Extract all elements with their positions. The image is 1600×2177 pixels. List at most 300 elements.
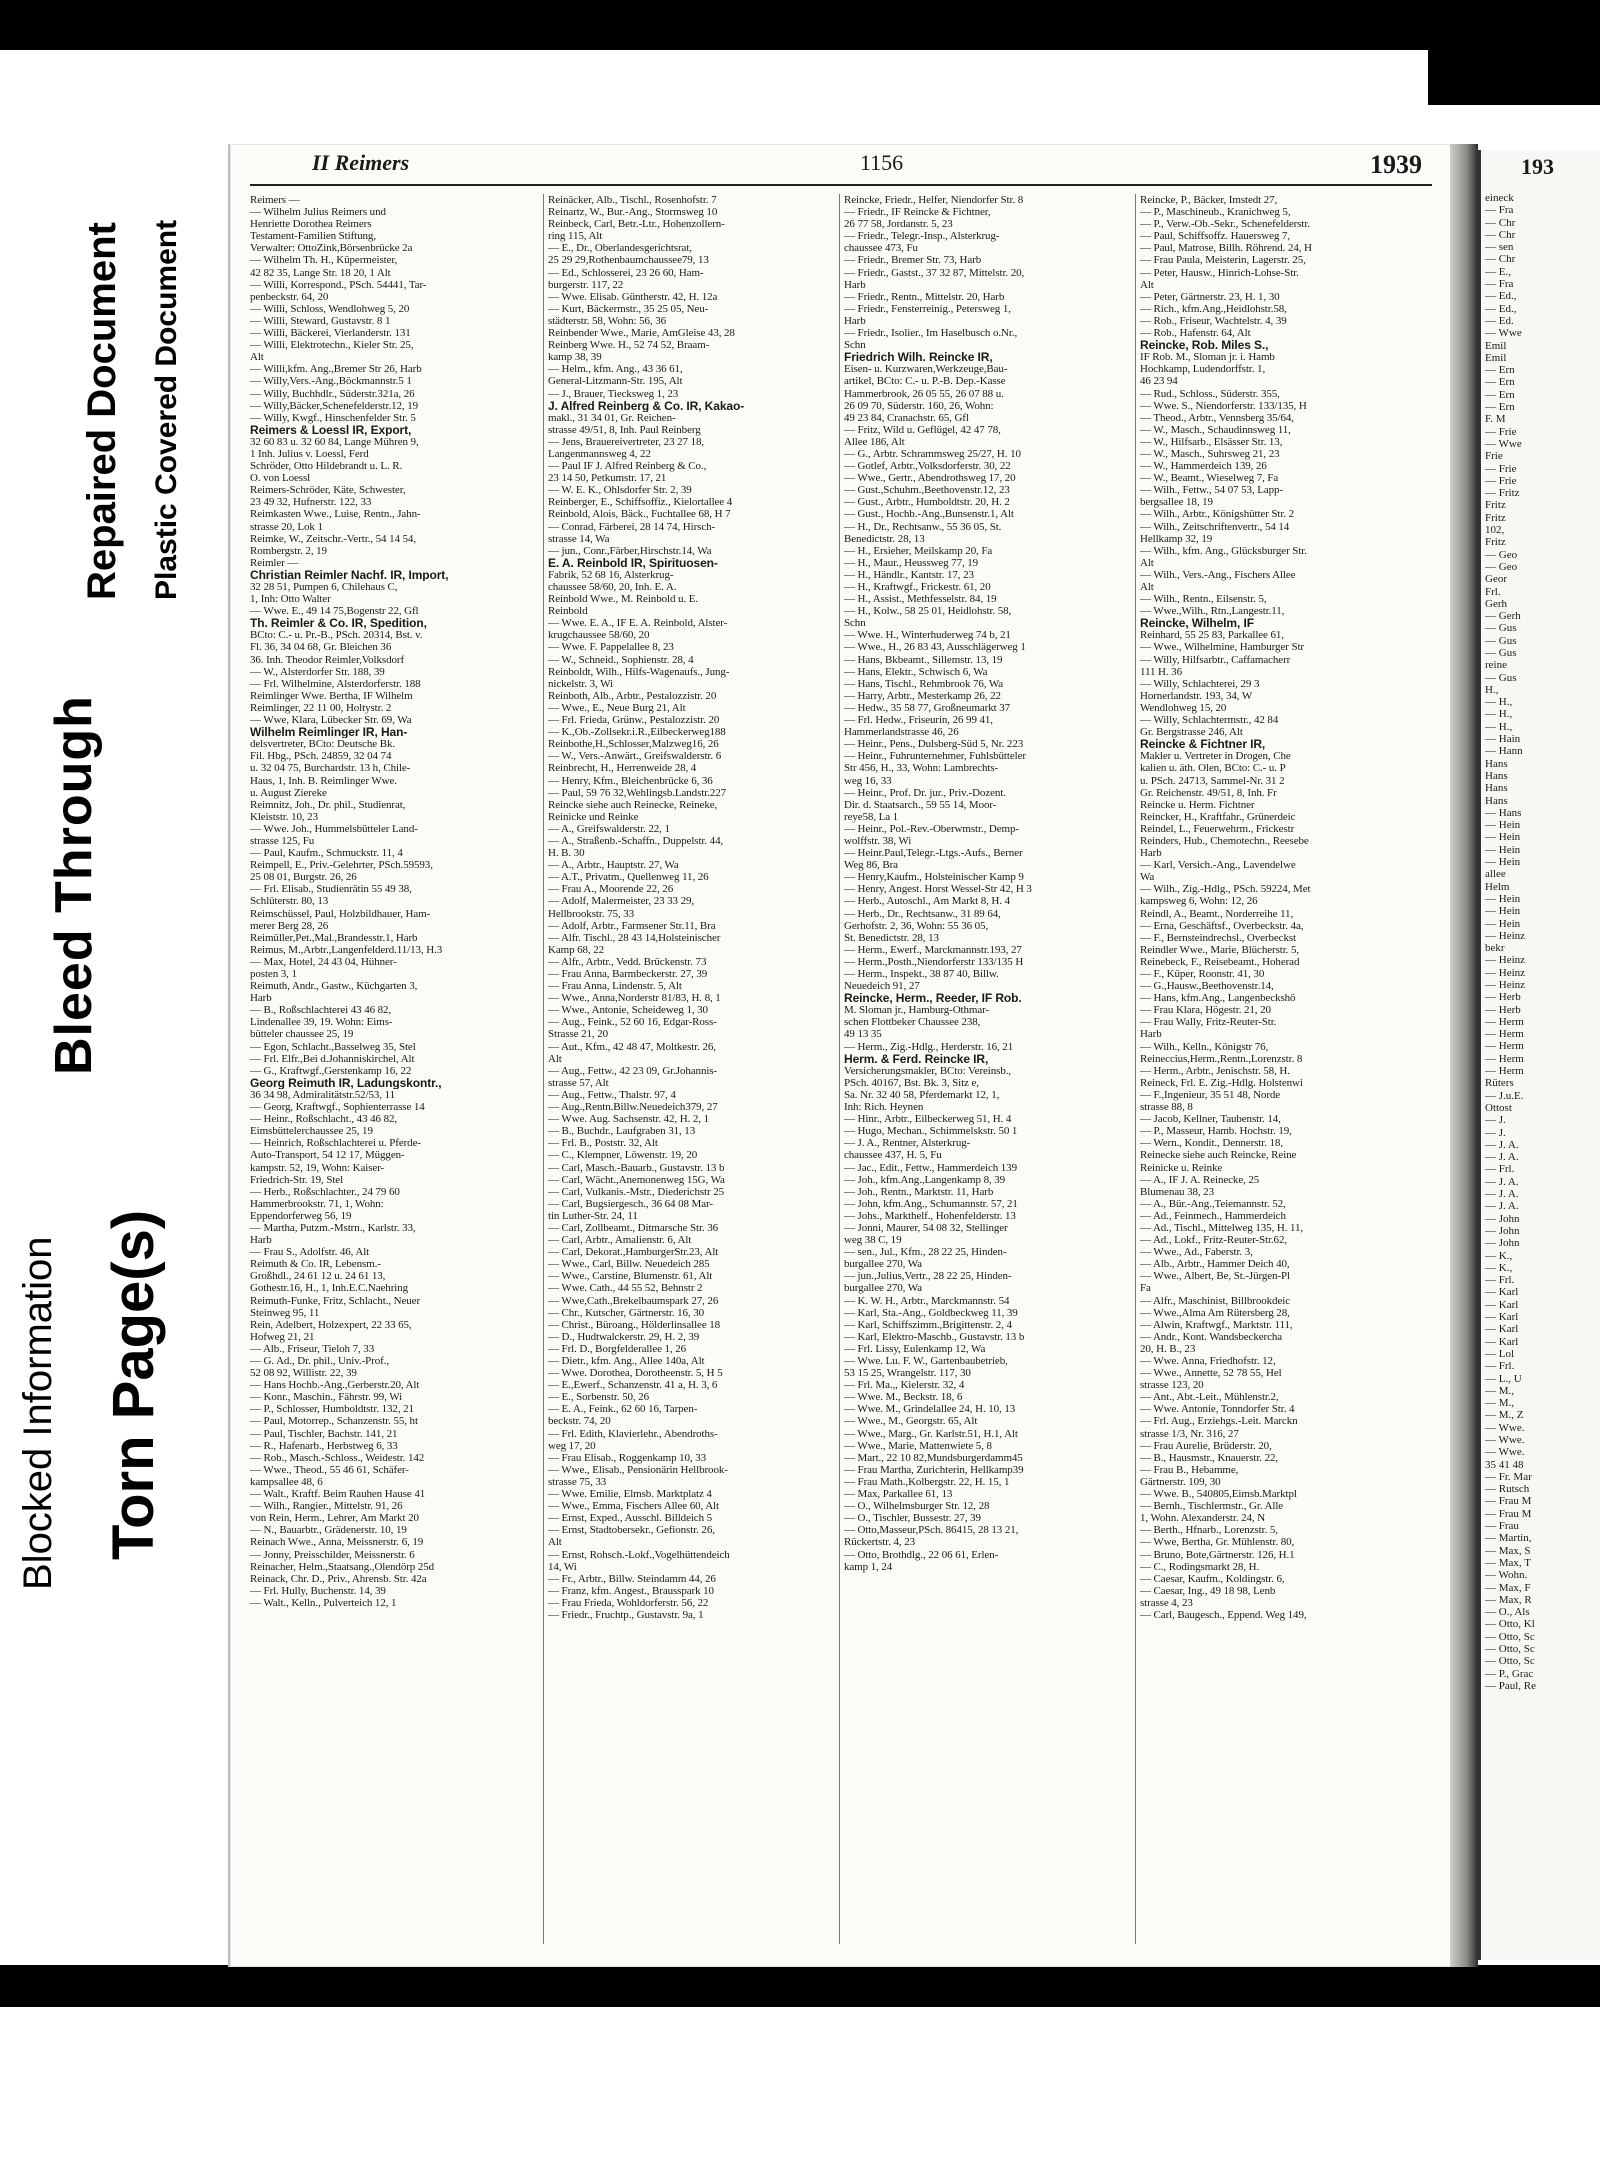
directory-entry: — Paul, Kaufm., Schmuckstr. 11, 4 bbox=[250, 847, 403, 860]
directory-entry: — Wilh., Zig.-Hdlg., PSch. 59224, Met bbox=[1140, 883, 1311, 896]
directory-entry: Reimke, W., Zeitschr.-Vertr., 54 14 54, bbox=[250, 532, 416, 545]
adjacent-page-line: — Heinz bbox=[1485, 979, 1526, 991]
adjacent-page-line: Helm bbox=[1485, 880, 1510, 893]
directory-entry: Eisen- u. Kurzwaren,Werkzeuge,Bau- bbox=[844, 363, 1008, 376]
directory-entry: — Mart., 22 10 82,Mundsburgerdamm45 bbox=[844, 1451, 1023, 1464]
directory-entry: Str 456, H., 33, Wohn: Lambrechts- bbox=[844, 762, 999, 775]
directory-entry: Langenmannsweg 4, 22 bbox=[548, 447, 651, 460]
directory-entry: — Wwe., Emma, Fischers Allee 60, Alt bbox=[548, 1500, 719, 1513]
directory-entry: — Fritz, Wild u. Geflügel, 42 47 78, bbox=[844, 423, 1001, 436]
directory-entry: Friedrich Wilh. Reincke IR, bbox=[844, 351, 993, 364]
directory-entry: 36 34 98, Admiralitätstr.52/53, 11 bbox=[250, 1088, 395, 1101]
directory-entry: — Willy,Vers.-Ang.,Böckmannstr.5 1 bbox=[250, 375, 412, 388]
adjacent-page-line: — Heinz bbox=[1485, 929, 1526, 942]
header-rule bbox=[250, 184, 1432, 186]
directory-entry: — G.,Hausw.,Beethovenstr.14, bbox=[1140, 980, 1274, 993]
directory-entry: Reindel, L., Feuerwehrm., Frickestr bbox=[1140, 822, 1295, 835]
adjacent-page-line: — Chr bbox=[1485, 228, 1516, 241]
adjacent-page-line: — Chr bbox=[1485, 216, 1516, 229]
directory-entry: Fl. 36, 34 04 68, Gr. Bleichen 36 bbox=[250, 641, 392, 654]
directory-entry: — Wwe. F. Pappelallee 8, 23 bbox=[548, 641, 674, 654]
adjacent-page-line: — Ern bbox=[1485, 364, 1515, 377]
directory-entry: — Adolf, Arbtr., Farmsener Str.11, Bra bbox=[548, 919, 716, 932]
directory-entry: u. 32 04 75, Burchardstr. 13 h, Chile- bbox=[250, 762, 411, 775]
directory-entry: 111 H. 36 bbox=[1140, 665, 1182, 678]
directory-entry: — Georg, Kraftwgf., Sophienterrasse 14 bbox=[250, 1101, 425, 1114]
directory-entry: Dir. d. Staatsarch., 59 55 14, Moor- bbox=[844, 798, 997, 811]
adjacent-page-line: bekr bbox=[1485, 942, 1505, 955]
adjacent-page-line: — Max, S bbox=[1485, 1544, 1531, 1557]
directory-entry: — Willi, Elektrotechn., Kieler Str. 25, bbox=[250, 339, 414, 352]
directory-entry: — Ed., Schlosserei, 23 26 60, Ham- bbox=[548, 266, 704, 279]
directory-entry: — Carl, Wächt.,Anemonenweg 15G, Wa bbox=[548, 1173, 725, 1186]
directory-entry: Reineccius,Herm.,Rentn.,Lorenzstr. 8 bbox=[1140, 1052, 1303, 1065]
directory-entry: Eimsbüttelerchaussee 25, 19 bbox=[250, 1125, 373, 1138]
directory-entry: BCto: C.- u. Pr.-B., PSch. 20314, Bst. v. bbox=[250, 629, 423, 642]
directory-entry: kamp 1, 24 bbox=[844, 1560, 893, 1573]
directory-entry: — Friedr., Rentn., Mittelstr. 20, Harb bbox=[844, 290, 1005, 303]
directory-entry: Reimpell, E., Priv.-Gelehrter, PSch.59593, bbox=[250, 859, 433, 872]
adjacent-page-line: — Geo bbox=[1485, 560, 1518, 573]
directory-entry: O. von Loessl bbox=[250, 472, 311, 485]
adjacent-page-line: — E., bbox=[1485, 265, 1511, 278]
directory-entry: 20, H. B., 23 bbox=[1140, 1342, 1196, 1355]
directory-entry: — W., Hilfsarb., Elsässer Str. 13, bbox=[1140, 435, 1283, 448]
directory-entry: Reinders, Hub., Chemotechn., Reesebe bbox=[1140, 834, 1309, 847]
directory-entry: — Martha, Putzm.-Mstrn., Karlstr. 33, bbox=[250, 1221, 416, 1234]
directory-entry: — Wwe., Ad., Faberstr. 3, bbox=[1140, 1246, 1253, 1259]
directory-entry: — Wwe. Aug. Sachsenstr. 42, H. 2, 1 bbox=[548, 1113, 709, 1126]
directory-entry: — Willy, Kwgf., Hinschenfelder Str. 5 bbox=[250, 411, 416, 424]
directory-entry: — Frl. Elfr.,Bei d.Johanniskirchel, Alt bbox=[250, 1052, 415, 1065]
directory-entry: Reimnitz, Joh., Dr. phil., Studienrat, bbox=[250, 798, 406, 811]
directory-entry: — Wilhelm Julius Reimers und bbox=[250, 206, 386, 219]
directory-entry: — Max, Parkallee 61, 13 bbox=[844, 1488, 953, 1501]
directory-entry: — Henry, Kfm., Bleichenbrücke 6, 36 bbox=[548, 774, 713, 787]
directory-entry: — Frl. Hully, Buchenstr. 14, 39 bbox=[250, 1584, 386, 1597]
directory-entry: — C., Klempner, Löwenstr. 19, 20 bbox=[548, 1149, 698, 1162]
directory-entry: — Gotlef, Arbtr.,Volksdorferstr. 30, 22 bbox=[844, 460, 1011, 473]
adjacent-page-line: — Hein bbox=[1485, 843, 1521, 856]
adjacent-page-line: — John bbox=[1485, 1212, 1520, 1225]
directory-entry: Reinhard, 55 25 83, Parkallee 61, bbox=[1140, 629, 1284, 642]
directory-entry: Reinbrecht, H., Herrenweide 28, 4 bbox=[548, 762, 697, 775]
directory-entry: 23 14 50, Petkumstr. 17, 21 bbox=[548, 472, 667, 485]
directory-entry: Harb bbox=[250, 992, 272, 1005]
directory-entry: 42 82 35, Lange Str. 18 20, 1 Alt bbox=[250, 266, 391, 279]
directory-entry: strasse 125, Fu bbox=[250, 834, 315, 847]
page-number: 1156 bbox=[860, 150, 904, 175]
directory-entry: Reinbothe,H.,Schlosser,Malzweg16, 26 bbox=[548, 738, 719, 751]
directory-entry: — G. Ad., Dr. phil., Univ.-Prof., bbox=[250, 1355, 389, 1367]
directory-entry: Reimuth-Funke, Fritz, Schlacht., Neuer bbox=[250, 1294, 421, 1307]
directory-entry: Th. Reimler & Co. IR, Spedition, bbox=[250, 617, 427, 630]
directory-entry: — Heinr., Pol.-Rev.-Oberwmstr., Demp- bbox=[844, 822, 1019, 835]
directory-entry: — A., Greifswalderstr. 22, 1 bbox=[548, 822, 670, 835]
directory-entry: — Jac., Edit., Fettw., Hammerdeich 139 bbox=[844, 1161, 1017, 1174]
directory-entry: — Bruno, Bote,Gärtnerstr. 126, H.1 bbox=[1140, 1548, 1295, 1561]
directory-entry: — Chr., Kutscher, Gärtnerstr. 16, 30 bbox=[548, 1306, 705, 1319]
directory-entry: — Carl, Masch.-Bauarb., Gustavstr. 13 b bbox=[548, 1161, 725, 1174]
adjacent-page-line: — Hein bbox=[1485, 892, 1521, 905]
page-running-head: II Reimers bbox=[312, 150, 410, 175]
adjacent-page-line: — Karl bbox=[1485, 1311, 1519, 1324]
adjacent-page-line: — Frau bbox=[1485, 1520, 1519, 1533]
adjacent-page-line: — Hein bbox=[1485, 831, 1521, 844]
column-divider bbox=[1135, 194, 1136, 1944]
directory-entry: — W., Schneid., Sophienstr. 28, 4 bbox=[548, 653, 694, 666]
adjacent-page-line: Frie bbox=[1485, 450, 1503, 463]
directory-entry: — Ad., Lokf., Fritz-Reuter-Str.62, bbox=[1140, 1234, 1288, 1247]
adjacent-page-line: Hans bbox=[1485, 794, 1508, 807]
directory-entry: u. PSch. 24713, Sammel-Nr. 31 2 bbox=[1140, 774, 1285, 787]
directory-entry: — Joh., Rentn., Marktstr. 11, Harb bbox=[844, 1185, 994, 1198]
adjacent-page-line: — Heinz bbox=[1485, 954, 1526, 967]
directory-entry: — Wwe. S., Niendorferstr. 133/135, H bbox=[1140, 399, 1307, 412]
directory-entry: — Jonny, Preisschilder, Meissnerstr. 6 bbox=[250, 1548, 415, 1561]
directory-entry: — Frl. Frieda, Grünw., Pestalozzistr. 20 bbox=[548, 714, 720, 727]
directory-entry: 25 08 01, Burgstr. 26, 26 bbox=[250, 871, 357, 884]
directory-entry: reye58, La 1 bbox=[844, 810, 899, 823]
directory-entry: Versicherungsmakler, BCto: Vereinsb., bbox=[844, 1064, 1012, 1077]
plastic-covered-label: Plastic Covered Document bbox=[150, 219, 183, 600]
adjacent-page-line: Gerh bbox=[1485, 597, 1507, 610]
adjacent-page-line: — Ed. bbox=[1485, 314, 1514, 327]
directory-entry: — Herb., Roßschlachter., 24 79 60 bbox=[250, 1185, 400, 1198]
directory-entry: Hellkamp 32, 19 bbox=[1140, 532, 1213, 545]
directory-entry: — Wwe., Carstine, Blumenstr. 61, Alt bbox=[548, 1270, 713, 1283]
directory-entry: — Wilh., Rangier., Mittelstr. 91, 26 bbox=[250, 1500, 403, 1513]
directory-entry: von Rein, Herm., Lehrer, Am Markt 20 bbox=[250, 1512, 419, 1525]
adjacent-page-line: — Karl bbox=[1485, 1335, 1519, 1348]
adjacent-page-line: — P., Grac bbox=[1485, 1667, 1534, 1680]
directory-entry: artikel, BCto: C.- u. P.-B. Dep.-Kasse bbox=[844, 375, 1006, 388]
directory-entry: Alt bbox=[1140, 278, 1154, 291]
directory-entry: — Berth., Hfnarb., Lorenzstr. 5, bbox=[1140, 1524, 1278, 1537]
directory-entry: — Paul, 59 76 32,Wehlingsb.Landstr.227 bbox=[548, 786, 727, 799]
directory-entry: — Willy, Buchhdlr., Süderstr.321a, 26 bbox=[250, 387, 415, 400]
directory-entry: weg 17, 20 bbox=[548, 1439, 596, 1452]
directory-entry: — Wilh., Arbtr., Königshütter Str. 2 bbox=[1140, 508, 1295, 521]
directory-entry: 49 13 35 bbox=[844, 1028, 882, 1041]
directory-entry: — P., Schlosser, Humboldtstr. 132, 21 bbox=[250, 1403, 414, 1416]
directory-entry: — W. E. K., Ohlsdorfer Str. 2, 39 bbox=[548, 484, 692, 497]
directory-entry: Harb bbox=[844, 278, 866, 291]
adjacent-page-line: — J. A. bbox=[1485, 1175, 1519, 1188]
directory-entry: Gothestr.16, H., 1, Inh.E.C.Naehring bbox=[250, 1282, 409, 1295]
directory-entry: Blumenau 38, 23 bbox=[1140, 1185, 1214, 1198]
directory-entry: Weg 86, Bra bbox=[844, 859, 898, 872]
directory-entry: — Caesar, Kaufm., Koldingstr. 6, bbox=[1140, 1572, 1285, 1585]
adjacent-page-line: — Gus bbox=[1485, 634, 1517, 647]
adjacent-page-line: — Max, F bbox=[1485, 1581, 1531, 1594]
directory-entry: — Gust.,Schuhm.,Beethovenstr.12, 23 bbox=[844, 484, 1010, 497]
directory-entry: ring 115, Alt bbox=[548, 230, 603, 243]
directory-entry: — Dietr., kfm. Ang., Allee 140a, Alt bbox=[548, 1355, 705, 1367]
adjacent-page-line: — J. A. bbox=[1485, 1138, 1519, 1151]
directory-entry: Hellbrookstr. 75, 33 bbox=[548, 907, 634, 920]
adjacent-page-line: — Max, T bbox=[1485, 1556, 1531, 1569]
directory-entry: — Kurt, Bäckermstr., 35 25 05, Neu- bbox=[548, 302, 709, 315]
directory-entry: Gr. Reichenstr. 49/51, 8, Inh. Fr bbox=[1140, 786, 1277, 799]
directory-entry: — Aug., Fettw., 42 23 09, Gr.Johannis- bbox=[548, 1064, 718, 1077]
adjacent-page-line: eineck bbox=[1485, 192, 1514, 204]
directory-entry: Reinbold Wwe., M. Reinbold u. E. bbox=[548, 593, 698, 606]
directory-entry: Reinboth, Alb., Arbtr., Pestalozzistr. 20 bbox=[548, 689, 717, 702]
directory-entry: — Frau A., Moorende 22, 26 bbox=[548, 883, 674, 896]
directory-entry: Reincke, Rob. Miles S., bbox=[1140, 339, 1269, 352]
directory-entry: Reincke siehe auch Reinecke, Reineke, bbox=[548, 798, 718, 811]
directory-entry: — Frl. B., Poststr. 32, Alt bbox=[548, 1137, 658, 1150]
directory-entry: — Wwe. Anna, Friedhofstr. 12, bbox=[1140, 1355, 1276, 1367]
adjacent-page-line: — Hein bbox=[1485, 819, 1521, 832]
directory-entry: Reinicke u. Reinke bbox=[1140, 1161, 1223, 1174]
directory-entry: — Erna, Geschäftsf., Overbeckstr. 4a, bbox=[1140, 919, 1304, 932]
directory-entry: — Egon, Schlacht.,Basselweg 35, Stel bbox=[250, 1040, 416, 1053]
directory-entry: 14, Wi bbox=[548, 1560, 577, 1573]
directory-entry: Reincke u. Herm. Fichtner bbox=[1140, 798, 1255, 811]
directory-entry: — G., Kraftwgf.,Gerstenkamp 16, 22 bbox=[250, 1064, 412, 1077]
directory-entry: städterstr. 58, Wohn: 56, 36 bbox=[548, 314, 667, 327]
directory-entry: — Wilh., Vers.-Ang., Fischers Allee bbox=[1140, 568, 1296, 581]
adjacent-page-line: — M., bbox=[1485, 1384, 1515, 1397]
directory-entry: strasse 49/51, 8, Inh. Paul Reinberg bbox=[548, 423, 701, 436]
adjacent-page-line: — Gus bbox=[1485, 622, 1517, 635]
directory-column-3 bbox=[844, 194, 1134, 1954]
directory-entry: — Carl, Arbtr., Amalienstr. 6, Alt bbox=[548, 1234, 692, 1247]
adjacent-page-line: — Hann bbox=[1485, 745, 1523, 758]
adjacent-page-line: — Otto, Sc bbox=[1485, 1630, 1535, 1643]
directory-entry: Reinack, Chr. D., Priv., Ahrensb. Str. 42a bbox=[250, 1572, 427, 1585]
torn-pages-label: Torn Page(s) bbox=[101, 1209, 166, 1560]
directory-entry: — W., Beamt., Wieselweg 7, Fa bbox=[1140, 472, 1279, 485]
adjacent-page-line: H., bbox=[1485, 683, 1499, 696]
directory-entry: — Willi, Steward, Gustavstr. 8 1 bbox=[250, 314, 391, 327]
directory-entry: weg 38 C, 19 bbox=[844, 1234, 902, 1247]
directory-entry: Reineck, Frl. E. Zig.-Hdlg. Holstenwi bbox=[1140, 1076, 1303, 1089]
directory-entry: — Wwe., Marie, Mattenwiete 5, 8 bbox=[844, 1439, 992, 1452]
directory-entry: — E.,Ewerf., Schanzenstr. 41 a, H. 3, 6 bbox=[548, 1379, 718, 1392]
directory-entry: strasse 20, Lok 1 bbox=[250, 520, 323, 533]
adjacent-page-line: — Karl bbox=[1485, 1286, 1519, 1299]
directory-entry: — A., Straßenb.-Schaffn., Duppelstr. 44, bbox=[548, 834, 724, 847]
directory-entry: — Wwe.,Wilh., Rtn.,Langestr.11, bbox=[1140, 605, 1285, 618]
directory-entry: 46 23 94 bbox=[1140, 375, 1178, 388]
directory-entry: schen Flottbeker Chaussee 238, bbox=[844, 1016, 981, 1029]
directory-entry: — Wwe. H., Winterhuderweg 74 b, 21 bbox=[844, 629, 1011, 642]
directory-entry: — P., Masseur, Hamb. Hochstr. 19, bbox=[1140, 1125, 1292, 1138]
directory-entry: 32 60 83 u. 32 60 84, Lange Mühren 9, bbox=[250, 435, 419, 448]
directory-entry: kamp 38, 39 bbox=[548, 351, 602, 364]
adjacent-page-line: — Frau M bbox=[1485, 1495, 1532, 1508]
directory-entry: Friedrich-Str. 19, Stel bbox=[250, 1173, 344, 1186]
directory-entry: — Frau Aurelie, Brüderstr. 20, bbox=[1140, 1439, 1272, 1452]
directory-entry: Schn bbox=[844, 617, 866, 630]
directory-entry: — Paul IF J. Alfred Reinberg & Co., bbox=[548, 460, 707, 473]
directory-entry: — W., Vers.-Anwärt., Greifswalderstr. 6 bbox=[548, 750, 722, 763]
directory-entry: — Frl. Ma.,, Kielerstr. 32, 4 bbox=[844, 1379, 965, 1392]
directory-entry: — Hans, kfm.Ang., Langenbeckshö bbox=[1140, 992, 1296, 1005]
directory-entry: — Frl. Aug., Erziehgs.-Leit. Marckn bbox=[1140, 1415, 1298, 1428]
directory-entry: Reinicke und Reinke bbox=[548, 810, 639, 823]
adjacent-page-line: Ottost bbox=[1485, 1101, 1512, 1114]
directory-entry: — Carl, Bugsiergesch., 36 64 08 Mar- bbox=[548, 1197, 713, 1210]
directory-entry: 1 Inh. Julius v. Loessl, Ferd bbox=[250, 447, 369, 460]
directory-entry: PSch. 40167, Bst. Bk. 3, Sitz e, bbox=[844, 1076, 979, 1089]
adjacent-page-line: — Otto, Kl bbox=[1485, 1618, 1535, 1631]
directory-entry: — Wwe. Emilie, Elmsb. Marktplatz 4 bbox=[548, 1488, 712, 1501]
column-divider bbox=[543, 194, 544, 1944]
directory-entry: — Wwe., Annette, 52 78 55, Hel bbox=[1140, 1367, 1282, 1380]
adjacent-page-line: — Geo bbox=[1485, 548, 1518, 561]
directory-entry: Fa bbox=[1140, 1282, 1151, 1295]
directory-entry: — Wwe., Theod., 55 46 61, Schäfer- bbox=[250, 1463, 409, 1476]
directory-entry: — Wilh., Fettw., 54 07 53, Lapp- bbox=[1140, 484, 1284, 497]
directory-entry: — E., Dr., Oberlandesgerichtsrat, bbox=[548, 242, 692, 255]
directory-entry: strasse 75, 33 bbox=[548, 1475, 607, 1488]
directory-entry: — Johs., Markthelf., Hohenfelderstr. 13 bbox=[844, 1209, 1016, 1222]
directory-entry: — Herb., Autoschl., Am Markt 8, H. 4 bbox=[844, 895, 1010, 908]
directory-entry: Gr. Bergstrasse 246, Alt bbox=[1140, 726, 1243, 739]
directory-entry: — Wwe., Gertr., Abendrothsweg 17, 20 bbox=[844, 472, 1016, 485]
directory-entry: — Otto, Brothdlg., 22 06 61, Erlen- bbox=[844, 1548, 999, 1561]
directory-entry: — Herm.,Posth.,Niendorferstr 133/135 H bbox=[844, 955, 1024, 968]
directory-entry: — Willi,kfm. Ang.,Bremer Str 26, Harb bbox=[250, 363, 422, 376]
directory-entry: Georg Reimuth IR, Ladungskontr., bbox=[250, 1076, 442, 1089]
adjacent-page-line: — Herm bbox=[1485, 1052, 1524, 1065]
directory-entry: Wendlohweg 15, 20 bbox=[1140, 701, 1227, 714]
adjacent-page-line: Fritz bbox=[1485, 499, 1506, 512]
adjacent-page-line: — Frau M bbox=[1485, 1507, 1532, 1520]
adjacent-page-line: — Max, R bbox=[1485, 1593, 1532, 1606]
directory-entry: — Rob., Friseur, Wachtelstr. 4, 39 bbox=[1140, 314, 1287, 327]
directory-entry: Steinweg 95, 11 bbox=[250, 1306, 320, 1319]
directory-entry: strasse 1/3, Nr. 316, 27 bbox=[1140, 1427, 1239, 1440]
directory-entry: Schröder, Otto Hildebrandt u. L. R. bbox=[250, 460, 403, 473]
directory-entry: kampstr. 52, 19, Wohn: Kaiser- bbox=[250, 1161, 385, 1174]
directory-entry: — jun., Conr.,Färber,Hirschstr.14, Wa bbox=[548, 544, 712, 557]
directory-entry: Schn bbox=[844, 339, 866, 352]
adjacent-page-line: — H., bbox=[1485, 696, 1513, 709]
directory-entry: tin Luther-Str. 24, 11 bbox=[548, 1209, 638, 1222]
directory-entry: — Wwe. Dorothea, Dorotheenstr. 5, H 5 bbox=[548, 1367, 723, 1380]
directory-entry: Reincke, P., Bäcker, Imstedt 27, bbox=[1140, 194, 1278, 206]
directory-entry: — Alfr. Tischl., 28 43 14,Holsteinischer bbox=[548, 931, 721, 944]
adjacent-page-line: Rüters bbox=[1485, 1077, 1514, 1090]
directory-entry: — Fr., Arbtr., Billw. Steindamm 44, 26 bbox=[548, 1572, 716, 1585]
adjacent-page-line: — John bbox=[1485, 1224, 1520, 1237]
adjacent-page-line: — Fra bbox=[1485, 278, 1514, 291]
adjacent-page-line: — Fra bbox=[1485, 204, 1514, 217]
directory-entry: — Frau S., Adolfstr. 46, Alt bbox=[250, 1246, 370, 1259]
adjacent-page-line: — Wwe bbox=[1485, 327, 1522, 340]
directory-entry: — Hedw., 35 58 77, Großneumarkt 37 bbox=[844, 701, 1011, 714]
directory-entry: M. Sloman jr., Hamburg-Othmar- bbox=[844, 1004, 990, 1017]
directory-entry: — Wwe,Cath.,Brekelbaumspark 27, 26 bbox=[548, 1294, 719, 1307]
directory-entry: — K.,Ob.-Zollsekr.i.R.,Eilbeckerweg188 bbox=[548, 726, 726, 739]
adjacent-page-line: — Wwe. bbox=[1485, 1446, 1525, 1459]
directory-entry: — Ernst, Rohsch.-Lokf.,Vogelhüttendeich bbox=[548, 1548, 730, 1561]
directory-entry: — Joh., kfm.Ang.,Langenkamp 8, 39 bbox=[844, 1173, 1006, 1186]
directory-entry: — H., Kraftwgf., Frickestr. 61, 20 bbox=[844, 581, 991, 593]
directory-entry: chaussee 58/60, 20, Inh. E. A. bbox=[548, 581, 677, 593]
directory-entry: — Wwe. M., Grindelallee 24, H. 10, 13 bbox=[844, 1403, 1016, 1416]
directory-entry: chaussee 437, H. 5, Fu bbox=[844, 1149, 942, 1162]
directory-entry: burgallee 270, Wa bbox=[844, 1258, 922, 1271]
adjacent-page-line: — Lol bbox=[1485, 1347, 1515, 1360]
adjacent-page-line: 35 41 48 bbox=[1485, 1458, 1524, 1471]
directory-entry: makl., 31 34 01, Gr. Reichen- bbox=[548, 411, 676, 424]
directory-entry: — Walt., Kraftf. Beim Rauhen Hause 41 bbox=[250, 1488, 426, 1501]
directory-entry: merer Berg 28, 26 bbox=[250, 919, 329, 932]
directory-entry: — Karl, Sta.-Ang., Goldbeckweg 11, 39 bbox=[844, 1306, 1018, 1319]
directory-entry: — sen., Jul., Kfm., 28 22 25, Hinden- bbox=[844, 1246, 1007, 1259]
directory-entry: — Wwe., Carl, Billw. Neuedeich 285 bbox=[548, 1258, 710, 1271]
directory-entry: — Wilh., Rentn., Eilsenstr. 5, bbox=[1140, 593, 1267, 606]
repaired-document-label: Repaired Document bbox=[80, 222, 124, 600]
directory-entry: — Friedr., Bremer Str. 73, Harb bbox=[844, 254, 982, 267]
directory-entry: Reinach Wwe., Anna, Meissnerstr. 6, 19 bbox=[250, 1536, 424, 1549]
adjacent-page-line: — Wwe. bbox=[1485, 1421, 1525, 1434]
directory-entry: — Wwe., Elisab., Pensionärin Hellbrook- bbox=[548, 1463, 728, 1476]
directory-entry: — Rich., kfm.Ang.,Heidlohstr.58, bbox=[1140, 302, 1287, 315]
directory-entry: — C., Rodingsmarkt 28, H. bbox=[1140, 1560, 1260, 1573]
directory-entry: — Willi, Bäckerei, Vierlanderstr. 131 bbox=[250, 327, 411, 340]
directory-entry: Reincke, Herm., Reeder, IF Rob. bbox=[844, 992, 1022, 1005]
directory-entry: Wa bbox=[1140, 871, 1155, 884]
directory-entry: 25 29 29,Rothenbaumchaussee79, 13 bbox=[548, 254, 709, 267]
adjacent-page-line: — Herm bbox=[1485, 1015, 1524, 1028]
directory-entry: Haus, 1, Inh. B. Reimlinger Wwe. bbox=[250, 774, 397, 787]
directory-entry: — Herm., Arbtr., Jenischstr. 58, H. bbox=[1140, 1064, 1290, 1077]
adjacent-page-line: Hans bbox=[1485, 757, 1508, 770]
directory-entry: Alt bbox=[548, 1052, 562, 1065]
adjacent-page-line: — Hein bbox=[1485, 905, 1521, 918]
directory-entry: Kamp 68, 22 bbox=[548, 943, 605, 956]
directory-entry: — Max, Hotel, 24 43 04, Hühner- bbox=[250, 955, 397, 968]
directory-entry: — H., Dr., Rechtsanw., 55 36 05, St. bbox=[844, 520, 1002, 533]
directory-entry: — Alb., Friseur, Tieloh 7, 33 bbox=[250, 1342, 375, 1355]
adjacent-page-line: — Hein bbox=[1485, 917, 1521, 930]
adjacent-page-line: — Frl. bbox=[1485, 1163, 1515, 1176]
directory-entry: — Friedr., Gastst., 37 32 87, Mittelstr. 20, bbox=[844, 266, 1025, 279]
directory-entry: — Ant., Abt.-Leit., Mühlenstr.2, bbox=[1140, 1391, 1279, 1404]
adjacent-page-line: — Ern bbox=[1485, 388, 1515, 401]
directory-entry: 1, Inh: Otto Walter bbox=[250, 593, 331, 606]
directory-entry: delsvertreter, BCto: Deutsche Bk. bbox=[250, 738, 396, 751]
adjacent-page-line: — Fr. Mar bbox=[1485, 1470, 1532, 1483]
directory-entry: Reinecke siehe auch Reincke, Reine bbox=[1140, 1149, 1297, 1162]
scan-border-bottom bbox=[0, 1965, 1600, 2007]
adjacent-page-line: — Heinz bbox=[1485, 966, 1526, 979]
directory-entry: strasse 57, Alt bbox=[548, 1076, 609, 1089]
directory-entry: — Frl. Elisab., Studienrätin 55 49 38, bbox=[250, 883, 412, 896]
directory-entry: — Frau Wally, Fritz-Reuter-Str. bbox=[1140, 1016, 1277, 1029]
directory-entry: St. Benedictstr. 28, 13 bbox=[844, 931, 939, 944]
directory-entry: 49 23 84, Cranachstr. 65, Gfl bbox=[844, 411, 969, 424]
bleed-through-label: Bleed Through bbox=[45, 695, 103, 1075]
directory-entry: — E., Sorbenstr. 50, 26 bbox=[548, 1391, 649, 1404]
directory-entry: Reimler — bbox=[250, 556, 299, 569]
directory-entry: — Paul, Matrose, Billh. Röhrend. 24, H bbox=[1140, 242, 1312, 255]
directory-entry: — Jacob, Kellner, Taubenstr. 14, bbox=[1140, 1113, 1281, 1126]
adjacent-page-line: — J.u.E. bbox=[1485, 1089, 1524, 1102]
directory-page bbox=[228, 144, 1452, 1967]
directory-entry: — Frau Anna, Barmbeckerstr. 27, 39 bbox=[548, 968, 708, 980]
adjacent-page-line: 102, bbox=[1485, 524, 1505, 537]
directory-entry: — Harry, Arbtr., Mesterkamp 26, 22 bbox=[844, 689, 1001, 702]
directory-entry: — Karl, Elektro-Maschb., Gustavstr. 13 b bbox=[844, 1330, 1025, 1343]
